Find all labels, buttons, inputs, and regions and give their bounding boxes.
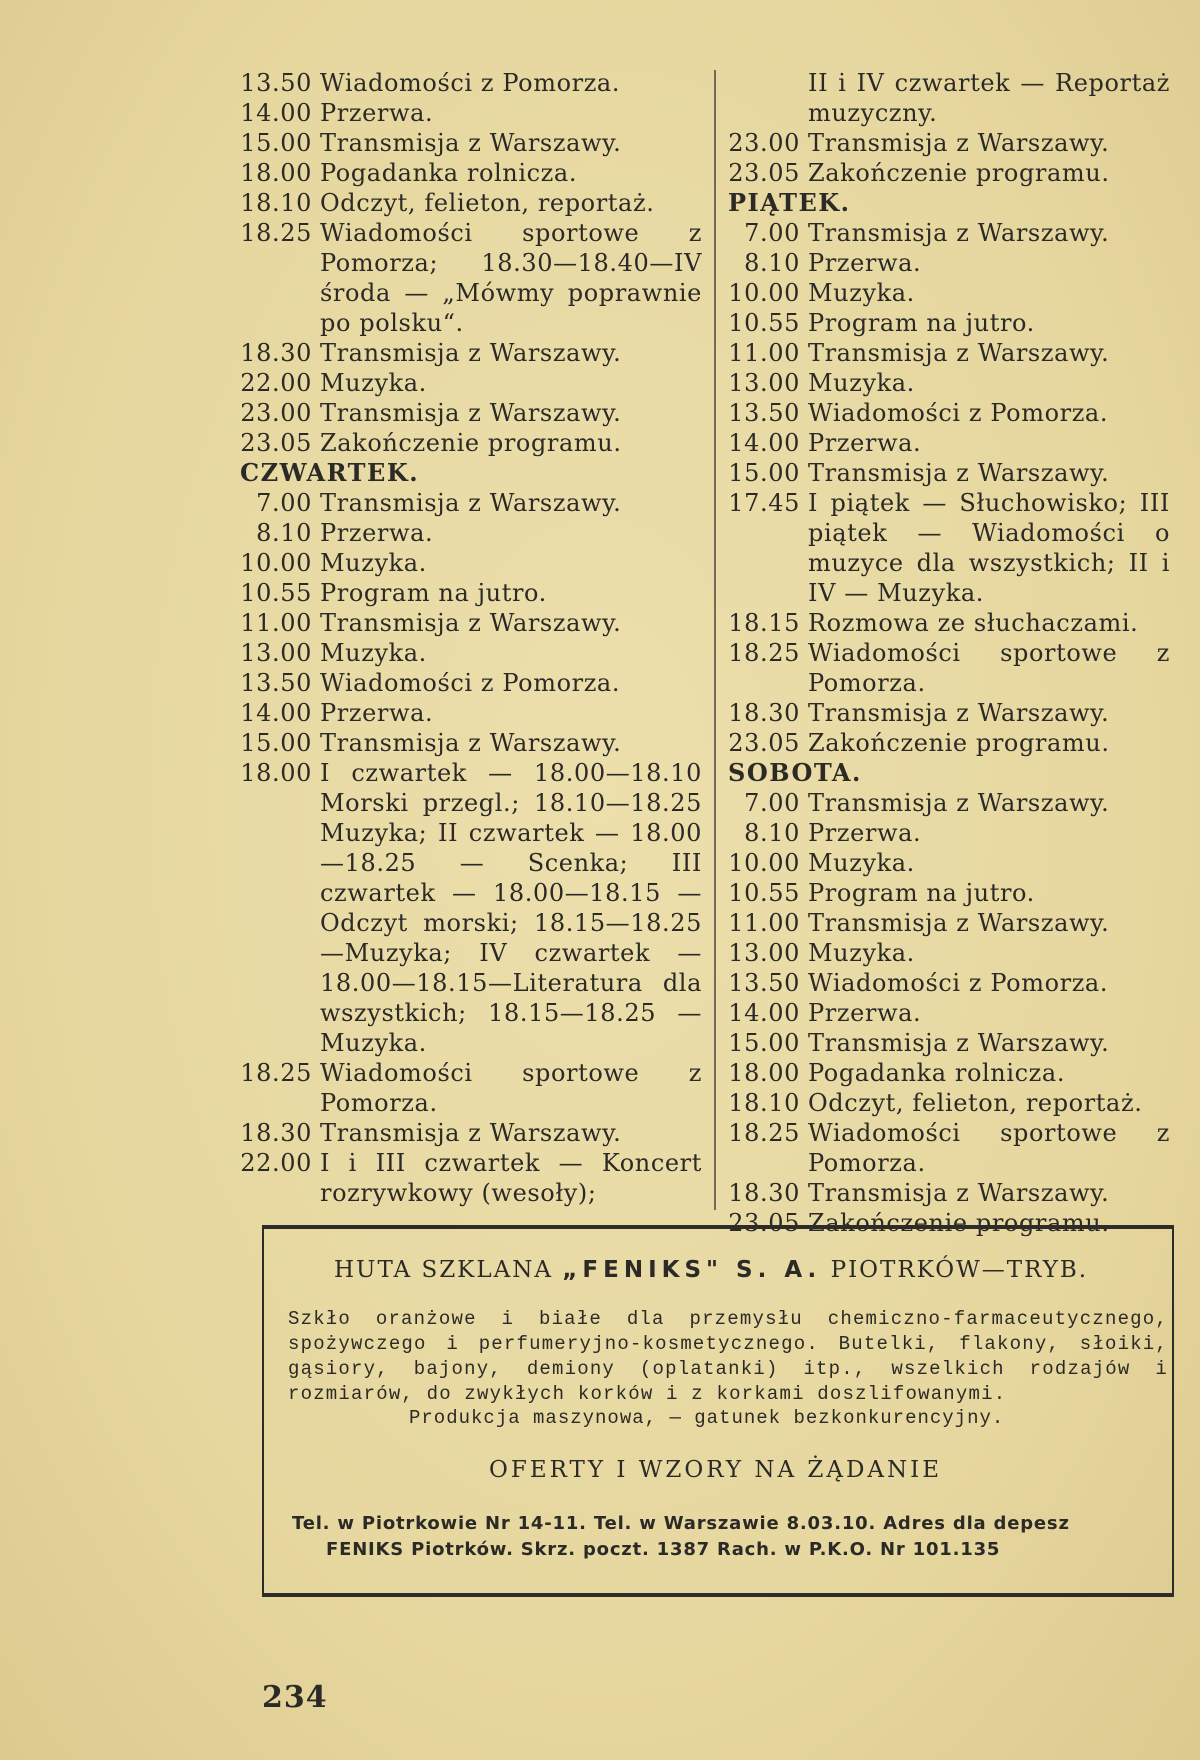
entry-time: 13.00 xyxy=(240,639,312,667)
entry-time: 17.45 xyxy=(728,489,800,517)
ad-brand: „FENIKS" S. A. xyxy=(562,1257,822,1283)
entry-text: Transmisja z Warszawy. xyxy=(808,339,1110,367)
schedule-entry xyxy=(728,968,1170,998)
entry-text: Transmisja z Warszawy. xyxy=(808,129,1110,157)
entry-time: 13.50 xyxy=(728,969,800,997)
entry-text: Transmisja z Warszawy. xyxy=(808,1029,1110,1057)
entry-time: 13.50 xyxy=(728,399,800,427)
day-heading: CZWARTEK. xyxy=(240,458,420,487)
entry-text: I czwartek — 18.00—18.10 Morski przegl.; 18.10—18.25 Muzyka; II czwartek — 18.00—18.25 — Scenka; III czwartek — 18.00—18.15 — Odczyt morski; 18.15—18.25 —Muzyka; IV czwartek — 18.00—18.15—Literatura dla wszystkich; 18.15—18.25 — Muzyka. xyxy=(320,759,702,1057)
entry-text: Transmisja z Warszawy. xyxy=(808,699,1110,727)
entry-text: Program na jutro. xyxy=(808,879,1035,907)
ad-title xyxy=(334,1257,1184,1283)
entry-text: Transmisja z Warszawy. xyxy=(320,489,622,517)
schedule-entry xyxy=(728,278,1170,308)
schedule-entry xyxy=(240,518,702,548)
entry-text: Wiadomości z Pomorza. xyxy=(320,69,621,97)
entry-time: 8.10 xyxy=(744,249,800,277)
entry-time: 10.00 xyxy=(728,849,800,877)
entry-time: 10.55 xyxy=(728,309,800,337)
entry-time: 18.00 xyxy=(240,759,312,787)
schedule-entry xyxy=(728,1118,1170,1178)
schedule-entry xyxy=(728,68,1170,128)
entry-time: 23.05 xyxy=(728,1209,800,1237)
entry-text: Wiadomości sportowe z Pomorza. xyxy=(320,1059,702,1117)
schedule-entry xyxy=(728,398,1170,428)
schedule-entry xyxy=(240,1058,702,1118)
entry-time: 15.00 xyxy=(240,729,312,757)
schedule-entry xyxy=(240,728,702,758)
entry-text: Muzyka. xyxy=(320,639,427,667)
schedule-entry xyxy=(240,398,702,428)
entry-text: Transmisja z Warszawy. xyxy=(320,399,622,427)
schedule-entry xyxy=(240,668,702,698)
schedule-entry xyxy=(728,908,1170,938)
entry-text: Muzyka. xyxy=(808,849,915,877)
schedule-entry xyxy=(240,698,702,728)
schedule-entry xyxy=(728,638,1170,698)
column-divider xyxy=(714,70,716,1210)
entry-text: I i III czwartek — Koncert rozrywkowy (wesoły); xyxy=(320,1149,702,1207)
entry-text: Pogadanka rolnicza. xyxy=(320,159,578,187)
entry-text: Transmisja z Warszawy. xyxy=(320,609,622,637)
entry-time: 10.00 xyxy=(728,279,800,307)
schedule-entry xyxy=(728,1058,1170,1088)
schedule-entry xyxy=(728,338,1170,368)
entry-text: I piątek — Słuchowisko; III piątek — Wiadomości o muzyce dla wszystkich; II i IV — Muzyka. xyxy=(808,489,1170,607)
schedule-left-column xyxy=(240,68,702,1208)
schedule-entry xyxy=(728,998,1170,1028)
entry-time: 18.25 xyxy=(728,639,800,667)
entry-time: 15.00 xyxy=(240,129,312,157)
entry-text: Muzyka. xyxy=(808,279,915,307)
schedule-entry xyxy=(728,728,1170,758)
entry-time: 18.30 xyxy=(240,339,312,367)
entry-time: 15.00 xyxy=(728,459,800,487)
entry-text: Wiadomości z Pomorza. xyxy=(320,669,621,697)
entry-time: 18.00 xyxy=(728,1059,800,1087)
entry-time: 18.25 xyxy=(240,1059,312,1087)
schedule-entry xyxy=(240,218,702,338)
entry-text: Muzyka. xyxy=(320,549,427,577)
entry-time: 11.00 xyxy=(728,339,800,367)
entry-text: Przerwa. xyxy=(320,519,434,547)
entry-time: 13.00 xyxy=(728,939,800,967)
entry-text: Wiadomości sportowe z Pomorza. xyxy=(808,1119,1170,1177)
entry-time: 10.55 xyxy=(240,579,312,607)
schedule-entry xyxy=(728,488,1170,608)
entry-text: Przerwa. xyxy=(320,699,434,727)
entry-time: 11.00 xyxy=(240,609,312,637)
day-heading: PIĄTEK. xyxy=(728,188,851,217)
ad-description: Szkło oranżowe i białe dla przemysłu chemiczno-farmaceutycznego, spożywczego i perfumeryjno-kosmetycznego. Butelki, flakony, słoiki, gąsiory, bajony, demiony (oplatanki) itp., wszelkich rodzajów i rozmiarów, do zwykłych korków i z korkami doszlifowanymi. xyxy=(288,1308,1168,1405)
entry-text: Transmisja z Warszawy. xyxy=(808,789,1110,817)
entry-time: 8.10 xyxy=(744,819,800,847)
schedule-entry xyxy=(240,338,702,368)
entry-text: Zakończenie programu. xyxy=(808,159,1110,187)
schedule-entry xyxy=(728,248,1170,278)
entry-time: 14.00 xyxy=(240,699,312,727)
schedule-entry xyxy=(728,158,1170,188)
schedule-entry xyxy=(240,1118,702,1148)
entry-time: 23.00 xyxy=(728,129,800,157)
entry-time: 10.00 xyxy=(240,549,312,577)
schedule-entry xyxy=(240,638,702,668)
schedule-entry xyxy=(240,68,702,98)
entry-text: Przerwa. xyxy=(808,249,922,277)
entry-time: 23.05 xyxy=(240,429,312,457)
schedule-entry xyxy=(728,218,1170,248)
schedule-entry xyxy=(728,428,1170,458)
entry-text: Zakończenie programu. xyxy=(808,729,1110,757)
schedule-entry xyxy=(240,758,702,1058)
ad-contact-line: FENIKS Piotrków. Skrz. poczt. 1387 Rach. w P.K.O. Nr 101.135 xyxy=(326,1539,1001,1560)
ad-contact-line: Tel. w Piotrkowie Nr 14-11. Tel. w Warszawie 8.03.10. Adres dla depesz xyxy=(292,1513,1070,1534)
entry-text: Przerwa. xyxy=(320,99,434,127)
schedule-entry xyxy=(728,1028,1170,1058)
entry-time: 13.50 xyxy=(240,69,312,97)
advertisement-box xyxy=(262,1225,1174,1597)
schedule-entry xyxy=(728,1088,1170,1118)
schedule-entry xyxy=(240,428,702,458)
schedule-entry xyxy=(728,128,1170,158)
entry-time: 8.10 xyxy=(256,519,312,547)
entry-time: 23.00 xyxy=(240,399,312,427)
schedule-right-column xyxy=(728,68,1170,1238)
entry-text: Wiadomości z Pomorza. xyxy=(808,399,1109,427)
ad-title-suffix: PIOTRKÓW—TRYB. xyxy=(830,1257,1089,1283)
entry-time: 23.05 xyxy=(728,729,800,757)
schedule-entry xyxy=(728,1178,1170,1208)
schedule-entry xyxy=(728,368,1170,398)
entry-time xyxy=(728,68,808,128)
entry-text: Zakończenie programu. xyxy=(808,1209,1110,1237)
schedule-entry xyxy=(728,458,1170,488)
entry-text: Przerwa. xyxy=(808,819,922,847)
schedule-entry xyxy=(240,368,702,398)
entry-text: Transmisja z Warszawy. xyxy=(808,909,1110,937)
entry-text: Transmisja z Warszawy. xyxy=(320,1119,622,1147)
entry-text: Wiadomości sportowe z Pomorza; 18.30—18.40—IV środa — „Mówmy poprawnie po polsku“. xyxy=(320,219,702,337)
entry-text: II i IV czwartek — Reportaż muzyczny. xyxy=(808,69,1170,127)
entry-time: 15.00 xyxy=(728,1029,800,1057)
entry-text: Transmisja z Warszawy. xyxy=(808,219,1110,247)
schedule-entry xyxy=(240,578,702,608)
entry-time: 7.00 xyxy=(256,489,312,517)
schedule-entry xyxy=(728,938,1170,968)
entry-time: 18.25 xyxy=(240,219,312,247)
entry-time: 23.05 xyxy=(728,159,800,187)
entry-time: 18.30 xyxy=(728,1179,800,1207)
entry-time: 18.10 xyxy=(728,1089,800,1117)
entry-text: Pogadanka rolnicza. xyxy=(808,1059,1066,1087)
entry-text: Transmisja z Warszawy. xyxy=(320,129,622,157)
schedule-entry xyxy=(240,1148,702,1208)
ad-title-prefix: HUTA SZKLANA xyxy=(334,1257,553,1283)
entry-text: Rozmowa ze słuchaczami. xyxy=(808,609,1139,637)
schedule-entry xyxy=(728,818,1170,848)
entry-time: 11.00 xyxy=(728,909,800,937)
entry-text: Odczyt, felieton, reportaż. xyxy=(808,1089,1143,1117)
entry-text: Muzyka. xyxy=(808,939,915,967)
schedule-entry xyxy=(240,158,702,188)
entry-time: 10.55 xyxy=(728,879,800,907)
schedule-entry xyxy=(728,698,1170,728)
entry-time: 14.00 xyxy=(728,429,800,457)
entry-text: Transmisja z Warszawy. xyxy=(808,1179,1110,1207)
entry-time: 7.00 xyxy=(744,219,800,247)
entry-text: Wiadomości sportowe z Pomorza. xyxy=(808,639,1170,697)
schedule-entry xyxy=(728,878,1170,908)
entry-time: 18.15 xyxy=(728,609,800,637)
ad-production-note: Produkcja maszynowa, — gatunek bezkonkurencyjny. xyxy=(409,1407,1005,1429)
schedule-entry xyxy=(728,308,1170,338)
entry-text: Transmisja z Warszawy. xyxy=(320,339,622,367)
entry-text: Program na jutro. xyxy=(320,579,547,607)
entry-time: 18.25 xyxy=(728,1119,800,1147)
entry-text: Odczyt, felieton, reportaż. xyxy=(320,189,655,217)
schedule-entry xyxy=(240,548,702,578)
entry-time: 18.30 xyxy=(728,699,800,727)
entry-text: Wiadomości z Pomorza. xyxy=(808,969,1109,997)
entry-text: Transmisja z Warszawy. xyxy=(320,729,622,757)
entry-time: 13.50 xyxy=(240,669,312,697)
entry-text: Muzyka. xyxy=(808,369,915,397)
schedule-entry xyxy=(728,608,1170,638)
schedule-entry xyxy=(240,128,702,158)
day-heading: SOBOTA. xyxy=(728,758,862,787)
entry-time: 18.10 xyxy=(240,189,312,217)
schedule-entry xyxy=(240,188,702,218)
entry-time: 14.00 xyxy=(240,99,312,127)
entry-time: 7.00 xyxy=(744,789,800,817)
entry-text: Przerwa. xyxy=(808,999,922,1027)
entry-time: 13.00 xyxy=(728,369,800,397)
entry-text: Transmisja z Warszawy. xyxy=(808,459,1110,487)
schedule-entry xyxy=(240,488,702,518)
entry-text: Przerwa. xyxy=(808,429,922,457)
schedule-entry xyxy=(728,788,1170,818)
page-number: 234 xyxy=(262,1680,328,1715)
schedule-entry xyxy=(240,608,702,638)
schedule-entry xyxy=(240,98,702,128)
entry-time: 18.00 xyxy=(240,159,312,187)
entry-text: Program na jutro. xyxy=(808,309,1035,337)
ad-offers: OFERTY I WZORY NA ŻĄDANIE xyxy=(489,1457,943,1483)
entry-text: Muzyka. xyxy=(320,369,427,397)
entry-time: 22.00 xyxy=(240,369,312,397)
entry-text: Zakończenie programu. xyxy=(320,429,622,457)
entry-time: 18.30 xyxy=(240,1119,312,1147)
schedule-entry xyxy=(728,848,1170,878)
entry-time: 22.00 xyxy=(240,1149,312,1177)
entry-time: 14.00 xyxy=(728,999,800,1027)
